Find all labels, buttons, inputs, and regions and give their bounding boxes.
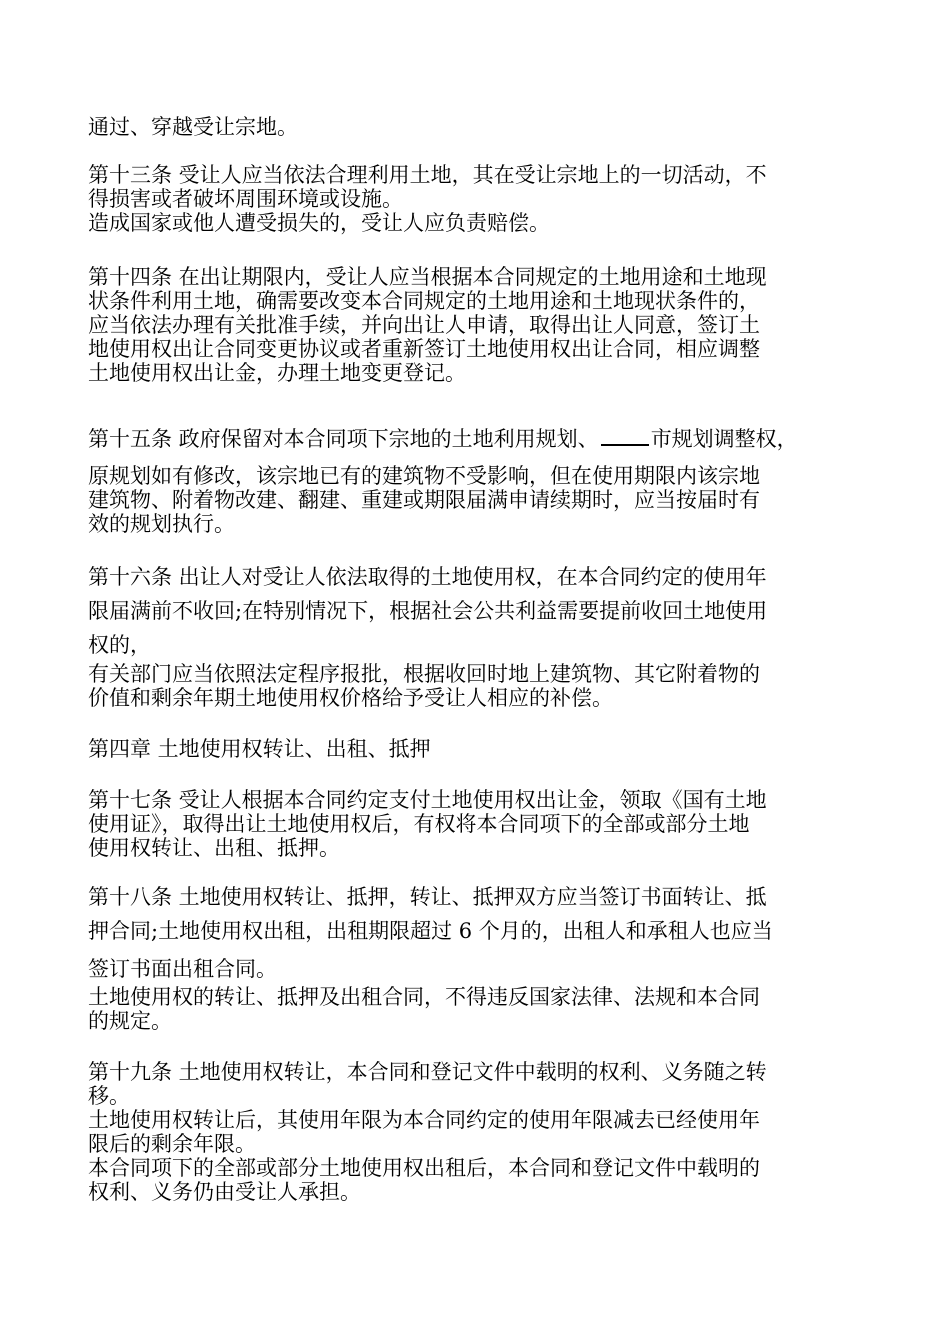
text-line: 移。 <box>88 1084 130 1108</box>
chapter-heading: 第四章 土地使用权转让、出租、抵押 <box>88 737 431 761</box>
text-line: 土地使用权出让金，办理土地变更登记。 <box>88 361 466 385</box>
text-line: 价值和剩余年期土地使用权价格给予受让人相应的补偿。 <box>88 686 613 710</box>
text-line: 签订书面出租合同。 <box>88 957 277 981</box>
text-line: 应当依法办理有关批准手续，并向出让人申请，取得出让人同意，签订土 <box>88 313 760 337</box>
article-15-first-line <box>88 426 798 451</box>
fill-in-blank <box>601 426 649 446</box>
text-line: 效的规划执行。 <box>88 512 235 536</box>
text-line: 限届满前不收回;在特别情况下，根据社会公共利益需要提前收回土地使用 <box>88 599 768 623</box>
text-segment: 市规划调整权， <box>650 427 798 451</box>
text-line: 第十四条 在出让期限内，受让人应当根据本合同规定的土地用途和土地现 <box>88 265 767 289</box>
text-line: 第十三条 受让人应当依法合理利用土地，其在受让宗地上的一切活动，不 <box>88 163 767 187</box>
text-line: 第十八条 土地使用权转让、抵押，转让、抵押双方应当签订书面转让、抵 <box>88 885 767 909</box>
text-line: 原规划如有修改，该宗地已有的建筑物不受影响，但在使用期限内该宗地 <box>88 464 760 488</box>
text-line: 使用权转让、出租、抵押。 <box>88 836 340 860</box>
text-line: 第十九条 土地使用权转让，本合同和登记文件中载明的权利、义务随之转 <box>88 1060 767 1084</box>
text-line: 的规定。 <box>88 1009 172 1033</box>
text-line: 土地使用权转让后，其使用年限为本合同约定的使用年限减去已经使用年 <box>88 1108 760 1132</box>
text-line: 权利、义务仍由受让人承担。 <box>88 1180 361 1204</box>
text-line: 得损害或者破坏周围环境或设施。 <box>88 187 403 211</box>
text-line: 使用证》，取得出让土地使用权后，有权将本合同项下的全部或部分土地 <box>88 812 750 836</box>
text-line: 通过、穿越受让宗地。 <box>88 115 298 139</box>
text-line: 权的， <box>88 633 151 657</box>
text-line: 地使用权出让合同变更协议或者重新签订土地使用权出让合同，相应调整 <box>88 337 760 361</box>
text-line: 土地使用权的转让、抵押及出租合同，不得违反国家法律、法规和本合同 <box>88 985 760 1009</box>
text-line: 押合同;土地使用权出租，出租期限超过 6 个月的，出租人和承租人也应当 <box>88 919 773 943</box>
text-segment: 第十五条 政府保留对本合同项下宗地的土地利用规划、 <box>88 427 599 451</box>
text-line: 第十六条 出让人对受让人依法取得的土地使用权，在本合同约定的使用年 <box>88 565 767 589</box>
text-line: 造成国家或他人遭受损失的，受让人应负责赔偿。 <box>88 211 550 235</box>
text-line: 建筑物、附着物改建、翻建、重建或期限届满申请续期时，应当按届时有 <box>88 488 760 512</box>
text-line: 第十七条 受让人根据本合同约定支付土地使用权出让金，领取《国有土地 <box>88 788 767 812</box>
text-line: 状条件利用土地，确需要改变本合同规定的土地用途和土地现状条件的， <box>88 289 760 313</box>
text-line: 本合同项下的全部或部分土地使用权出租后，本合同和登记文件中载明的 <box>88 1156 760 1180</box>
text-line: 限后的剩余年限。 <box>88 1132 256 1156</box>
text-line: 有关部门应当依照法定程序报批，根据收回时地上建筑物、其它附着物的 <box>88 662 760 686</box>
